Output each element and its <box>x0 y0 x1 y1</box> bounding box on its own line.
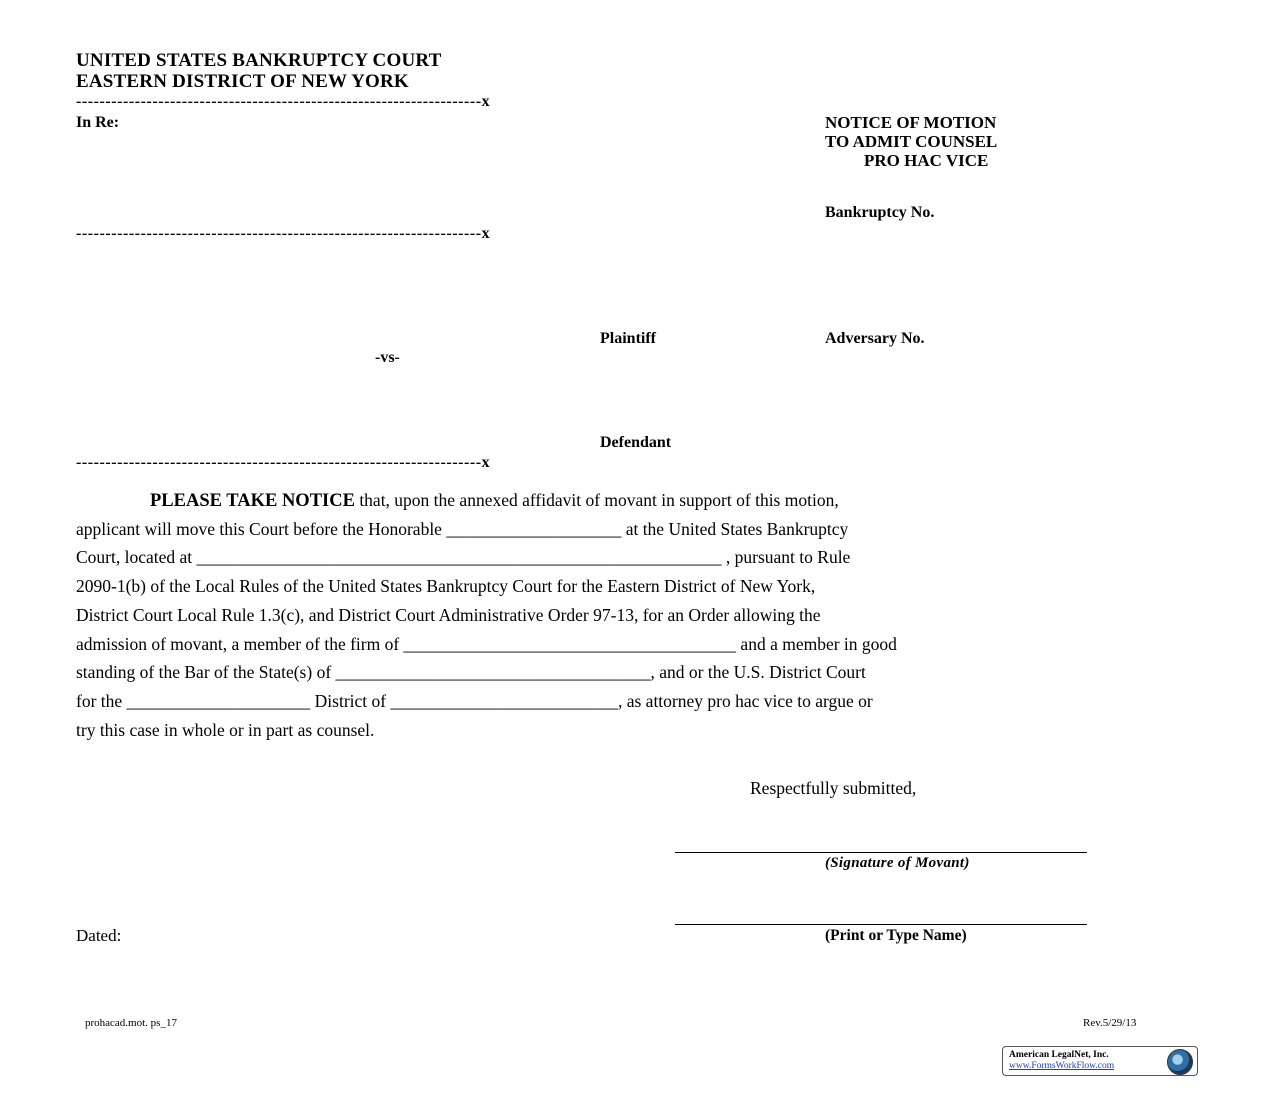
signature-caption: (Signature of Movant) <box>825 855 970 871</box>
form-id: prohacad.mot. ps_17 <box>85 1017 177 1029</box>
caption-separator-bottom: ---------------------------------------------------------------------x <box>76 454 491 471</box>
paragraph-line-7: standing of the Bar of the State(s) of ____________________________________, and or the U.S. District Court <box>76 662 866 683</box>
paragraph-line-1 <box>150 486 839 516</box>
globe-icon <box>1167 1049 1193 1075</box>
logo-company-name: American LegalNet, Inc. <box>1009 1050 1109 1060</box>
revision-date: Rev.5/29/13 <box>1083 1017 1137 1029</box>
versus-label: -vs- <box>375 349 400 366</box>
court-name-line1: UNITED STATES BANKRUPTCY COURT <box>76 50 442 71</box>
paragraph-line-5: District Court Local Rule 1.3(c), and District Court Administrative Order 97-13, for an Order allowing the <box>76 604 821 625</box>
paragraph-line-9: try this case in whole or in part as counsel. <box>76 719 375 740</box>
printed-name-line[interactable] <box>675 924 1087 925</box>
closing-text: Respectfully submitted, <box>750 778 917 798</box>
document-title-line2: TO ADMIT COUNSEL <box>825 132 998 151</box>
court-name-line2: EASTERN DISTRICT OF NEW YORK <box>76 71 409 92</box>
signature-line[interactable] <box>675 852 1087 853</box>
notice-paragraph <box>76 486 1206 751</box>
paragraph-line-4: 2090-1(b) of the Local Rules of the United States Bankruptcy Court for the Eastern District of New York, <box>76 576 816 597</box>
caption-separator-middle: ---------------------------------------------------------------------x <box>76 225 491 242</box>
american-legalnet-logo[interactable] <box>1002 1046 1198 1076</box>
paragraph-line-3: Court, located at ____________________________________________________________ , pursuant to Rule <box>76 547 851 568</box>
paragraph-line-6: admission of movant, a member of the firm of ______________________________________ and a member in good <box>76 633 897 654</box>
adversary-number-label: Adversary No. <box>825 330 925 347</box>
dated-label: Dated: <box>76 926 122 945</box>
paragraph-line-1-text: that, upon the annexed affidavit of movant in support of this motion, <box>354 490 839 510</box>
plaintiff-label: Plaintiff <box>600 330 656 347</box>
document-title <box>825 113 1085 170</box>
logo-website-link[interactable]: www.FormsWorkFlow.com <box>1009 1061 1115 1071</box>
defendant-label: Defendant <box>600 434 672 451</box>
paragraph-line-8: for the _____________________ District of __________________________, as attorney pro hac vice to argue or <box>76 690 873 711</box>
paragraph-line-2: applicant will move this Court before the Honorable ____________________ at the United States Bankruptcy <box>76 518 849 539</box>
document-title-line3: PRO HAC VICE <box>864 151 989 170</box>
in-re-label: In Re: <box>76 114 120 131</box>
bankruptcy-number-label: Bankruptcy No. <box>825 204 935 221</box>
court-name <box>76 50 442 92</box>
please-take-notice-lead: PLEASE TAKE NOTICE <box>150 491 355 511</box>
caption-separator-top: ---------------------------------------------------------------------x <box>76 93 491 110</box>
document-title-line1: NOTICE OF MOTION <box>825 113 997 132</box>
printed-name-caption: (Print or Type Name) <box>825 927 967 944</box>
